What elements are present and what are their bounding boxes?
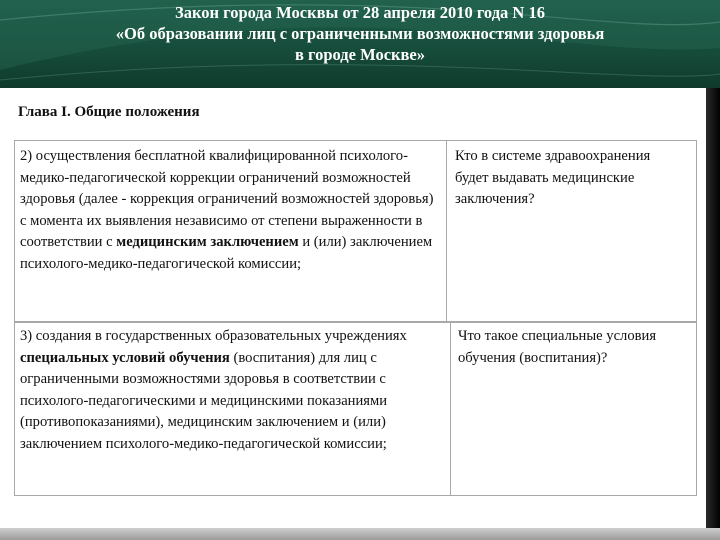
- row1-law-text-part2: и (или) заключением психолого-медико-педагогической комиссии;: [20, 234, 433, 272]
- bottom-edge-strip: [0, 528, 720, 540]
- row1-law-text: [20, 146, 438, 275]
- row2-law-text-bold: специальных условий обучения: [20, 349, 230, 366]
- title-line-1: Закон города Москвы от 28 апреля 2010 года N 16: [175, 3, 545, 22]
- column-divider: [446, 140, 447, 322]
- column-divider: [450, 322, 451, 496]
- row2-law-text-part1: 3) создания в государственных образовательных учреждениях: [20, 328, 407, 344]
- row2-question: Что такое специальные условия обучения (воспитания)?: [458, 328, 657, 366]
- row1-question: Кто в системе здравоохранения будет выдавать медицинские заключения?: [455, 148, 651, 207]
- title-line-2: «Об образовании лиц с ограниченными возможностями здоровья: [115, 24, 605, 43]
- chapter-heading: Глава I. Общие положения: [18, 104, 200, 120]
- row2-law-text: [20, 326, 446, 455]
- right-edge-strip: [706, 88, 720, 540]
- row2-law-text-part2: (воспитания) для лиц с ограниченными возможностями здоровья в соответствии с психолого-педагогическими и медицинскими показаниями (противопоказаниями), медицинским заключением и (или) заключением психолого-медико-педагогической комиссии;: [20, 349, 388, 452]
- slide-header: [0, 0, 720, 88]
- row1-law-text-bold: медицинским заключением: [116, 234, 299, 250]
- title-line-3: в городе Москве»: [294, 45, 426, 64]
- slide-title: [0, 2, 720, 65]
- row1-law-text-part1: 2) осуществления бесплатной квалифицированной психолого-медико-педагогической коррекции ограничений возможностей здоровья (далее - коррекция ограничений возможностей здоровья) с момента их выявления независимо от степени выраженности в соответствии с: [20, 148, 434, 250]
